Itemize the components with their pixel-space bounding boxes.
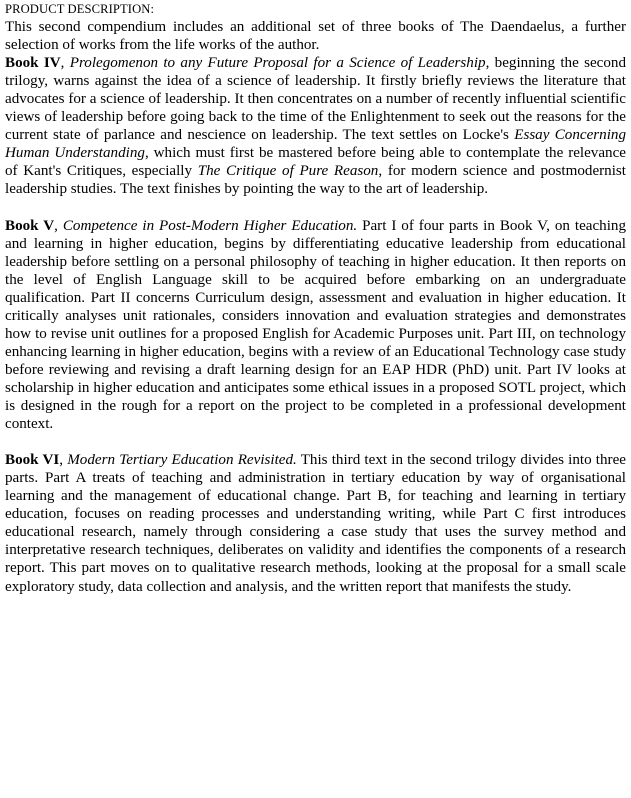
book-vi-name: Book VI [5, 452, 60, 469]
book-iv-text-2: , which must first be mastered before being able to contemplate the relevance of Kant's Critiques, especially [5, 145, 626, 180]
book-iv-text-1: , beginning the second trilogy, warns against the idea of a science of leadership. It firstly briefly reviews the literature that advocates for a science of leadership. It then concentrates on a number of recently influential scientific views of leadership before going back to the time of the Enlightenment to seek out the reasons for the current state of parlance and nescience on leadership. The text settles on Locke's [5, 55, 626, 144]
book-iv-text-3: , for modern science and postmodernist leadership studies. The text finishes by pointing the way to the art of leadership. [5, 163, 626, 198]
book-v-name: Book V [5, 217, 55, 234]
book-v-title: Competence in Post-Modern Higher Education. [62, 217, 358, 234]
intro-text: This second compendium includes an additional set of three books of The Daendaelus, a further selection of works from the life works of the author. [5, 19, 626, 54]
book-vi-text: This third text in the second trilogy divides into three parts. Part A treats of teaching and administration in tertiary education by way of organisational learning and the management of educational change. Part B, for teaching and learning in tertiary education, focuses on reading processes and understanding writing, while Part C first introduces educational research, namely through considering a case study that uses the survey method and interpretative research techniques, deliberates on validity and identifies the components of a research report. This part moves on to qualitative research methods, looking at the proposal for a small scale exploratory study, data collection and analysis, and the written report that manifests the study. [5, 452, 626, 595]
book-vi-title: Modern Tertiary Education Revisited. [67, 452, 297, 469]
book-iv-name: Book IV [5, 55, 61, 72]
book-iv-kant-title: The Critique of Pure Reason [197, 163, 379, 180]
book-iv-paragraph: Book IV, Prolegomenon to any Future Proposal for a Science of Leadership, beginning the second trilogy, warns against the idea of a science of leadership. It firstly briefly reviews the literature that advocates for a science of leadership. It then concentrates on a number of recently influential scientific views of leadership before going back to the time of the Enlightenment to seek out the reasons for the current state of parlance and nescience on leadership. The text settles on Locke's Essay Concerning Human Understanding, which must first be mastered before being able to contemplate the relevance of Kant's Critiques, especially The Critique of Pure Reason, for modern science and postmodernist leadership studies. The text finishes by pointing the way to the art of leadership. [5, 55, 626, 198]
book-vi-paragraph: Book VI, Modern Tertiary Education Revisited. This third text in the second trilogy divides into three parts. Part A treats of teaching and administration in tertiary education by way of organisational learning and the management of educational change. Part B, for teaching and learning in tertiary education, focuses on reading processes and understanding writing, while Part C first introduces educational research, namely through considering a case study that uses the survey method and interpretative research techniques, deliberates on validity and identifies the components of a research report. This part moves on to qualitative research methods, looking at the proposal for a small scale exploratory study, data collection and analysis, and the written report that manifests the study. [5, 452, 626, 595]
paragraph-gap [5, 433, 626, 451]
paragraph-gap [5, 199, 626, 217]
book-v-paragraph: Book V, Competence in Post-Modern Higher Education. Part I of four parts in Book V, on teaching and learning in higher education, begins by differentiating educative leadership from educational leadership before settling on a personal philosophy of teaching in higher education. It then reports on the level of English Language skill to be acquired before embarking on an undergraduate qualification. Part II concerns Curriculum design, assessment and evaluation in higher education. It critically analyses unit rationales, considers innovation and evaluation strategies and demonstrates how to revise unit outlines for a proposed English for Academic Purposes unit. Part III, on technology enhancing learning in higher education, begins with a review of an Educational Technology case study before reviewing and revising a draft learning design for an EAP HDR (PhD) unit. Part IV looks at scholarship in higher education and anticipates some ethical issues in a proposed SOTL project, which is designed in the rough for a report on the project to be completed in a professional development context. [5, 217, 626, 433]
section-label: PRODUCT DESCRIPTION: [5, 2, 155, 16]
intro-paragraph [5, 18, 626, 54]
book-iv-title: Prolegomenon to any Future Proposal for a Science of Leadership [69, 55, 486, 72]
book-iv-locke-title: Essay Concerning Human Understanding [5, 127, 626, 162]
book-v-text: Part I of four parts in Book V, on teaching and learning in higher education, begins by differentiating educative leadership from educational leadership before settling on a personal philosophy of teaching in higher education. It then reports on the level of English Language skill to be acquired before embarking on an undergraduate qualification. Part II concerns Curriculum design, assessment and evaluation in higher education. It critically analyses unit rationales, considers innovation and evaluation strategies and demonstrates how to revise unit outlines for a proposed English for Academic Purposes unit. Part III, on technology enhancing learning in higher education, begins with a review of an Educational Technology case study before reviewing and revising a draft learning design for an EAP HDR (PhD) unit. Part IV looks at scholarship in higher education and anticipates some ethical issues in a proposed SOTL project, which is designed in the rough for a report on the project to be completed in a professional development context. [5, 217, 626, 433]
product-description [5, 0, 626, 596]
